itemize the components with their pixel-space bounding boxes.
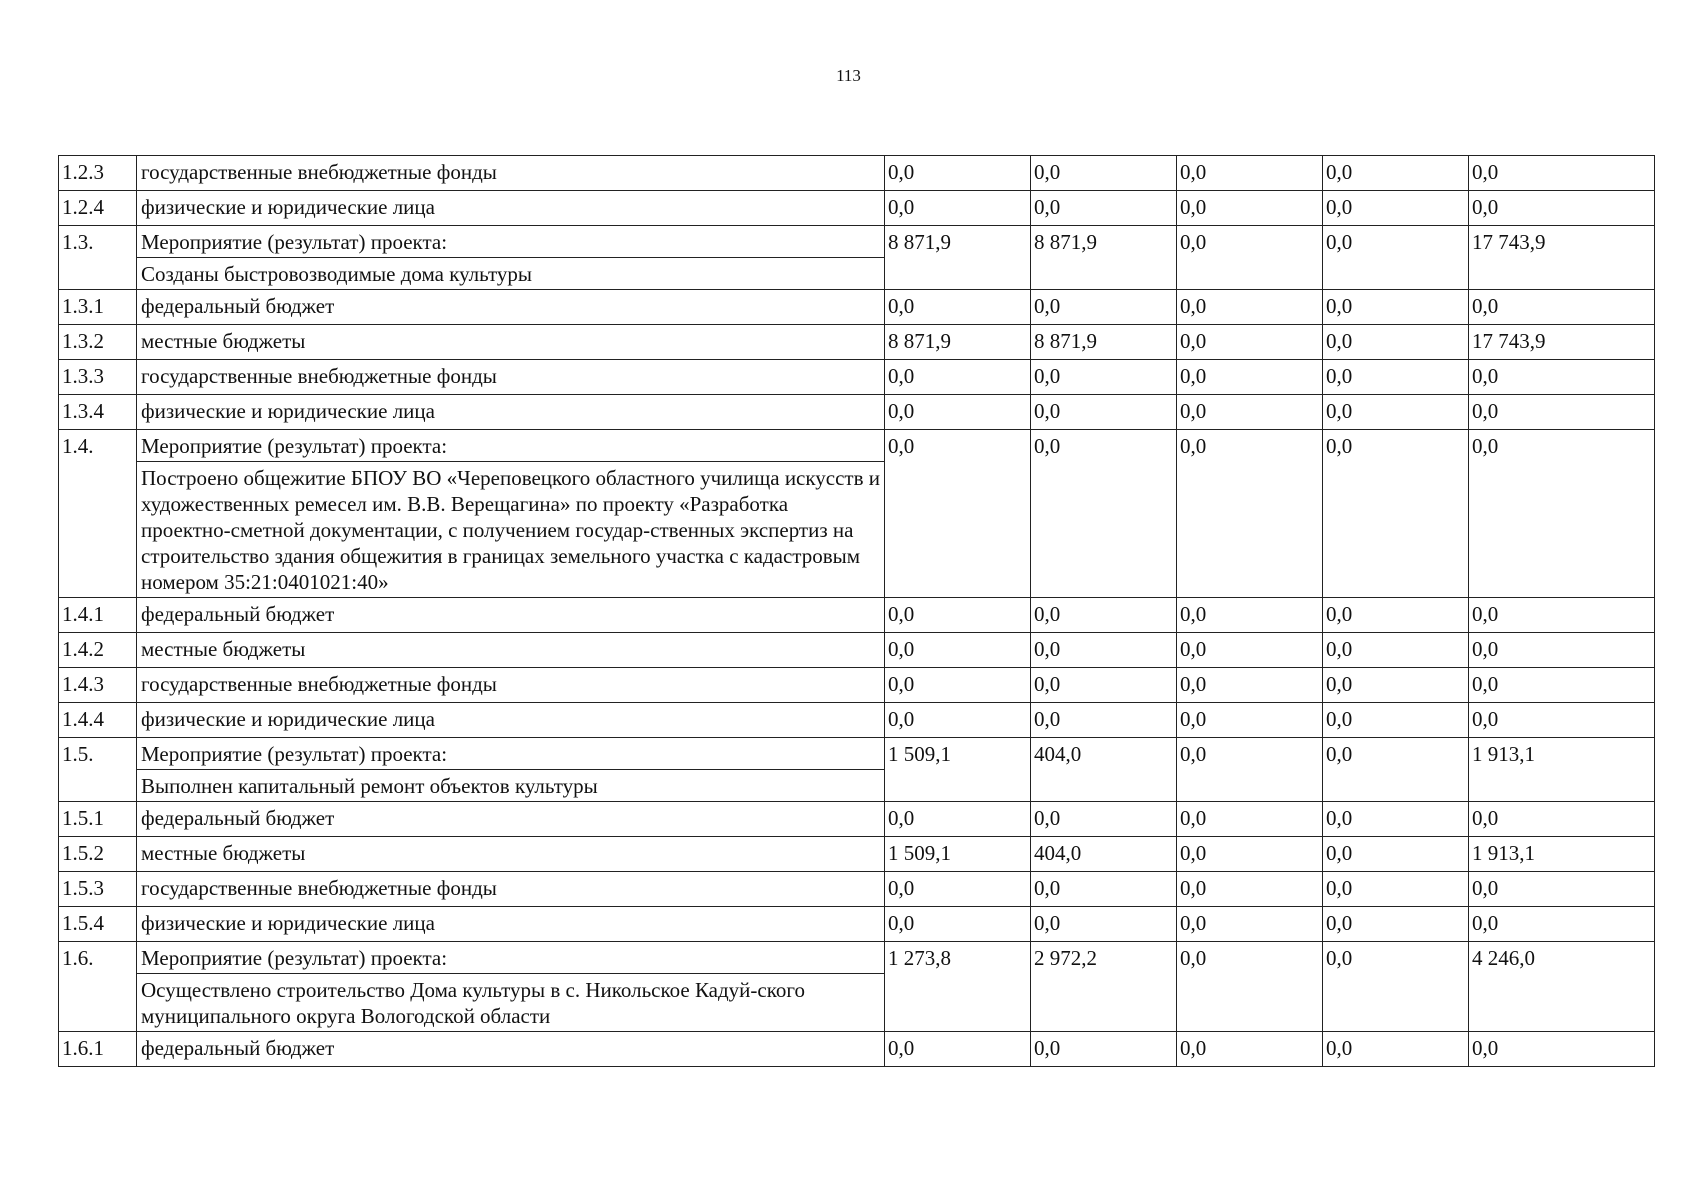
row-name: Мероприятие (результат) проекта: [137, 226, 885, 258]
row-result-description: Выполнен капитальный ремонт объектов культуры [137, 770, 885, 802]
table-row [59, 837, 1655, 872]
row-code: 1.3.1 [59, 290, 137, 325]
row-value: 0,0 [1323, 633, 1469, 668]
row-code: 1.2.4 [59, 191, 137, 226]
row-name: государственные внебюджетные фонды [137, 668, 885, 703]
row-value: 0,0 [1469, 633, 1655, 668]
row-value: 0,0 [1469, 395, 1655, 430]
row-code: 1.5. [59, 738, 137, 802]
row-value: 0,0 [885, 872, 1031, 907]
table-row [59, 325, 1655, 360]
row-value: 0,0 [885, 668, 1031, 703]
row-value: 4 246,0 [1469, 942, 1655, 1032]
row-value: 0,0 [1323, 226, 1469, 290]
row-value: 0,0 [885, 156, 1031, 191]
row-code: 1.4.4 [59, 703, 137, 738]
row-result-description: Осуществлено строительство Дома культуры в с. Никольское Кадуй-ского муниципального округа Вологодской области [137, 974, 885, 1032]
row-name: физические и юридические лица [137, 395, 885, 430]
row-value: 0,0 [1469, 191, 1655, 226]
row-value: 17 743,9 [1469, 325, 1655, 360]
row-name: физические и юридические лица [137, 703, 885, 738]
row-value: 404,0 [1031, 738, 1177, 802]
row-value: 0,0 [1177, 872, 1323, 907]
row-name: государственные внебюджетные фонды [137, 156, 885, 191]
row-value: 0,0 [1031, 290, 1177, 325]
row-value: 0,0 [1323, 395, 1469, 430]
row-value: 8 871,9 [885, 325, 1031, 360]
row-value: 0,0 [1323, 360, 1469, 395]
row-code: 1.6.1 [59, 1032, 137, 1067]
table-row [59, 738, 1655, 770]
row-value: 17 743,9 [1469, 226, 1655, 290]
row-value: 0,0 [1469, 156, 1655, 191]
row-result-description: Созданы быстровозводимые дома культуры [137, 258, 885, 290]
row-value: 0,0 [1177, 430, 1323, 598]
row-code: 1.5.1 [59, 802, 137, 837]
row-code: 1.4.1 [59, 598, 137, 633]
row-value: 0,0 [1323, 430, 1469, 598]
row-value: 0,0 [885, 703, 1031, 738]
table-row [59, 1032, 1655, 1067]
row-name: Мероприятие (результат) проекта: [137, 430, 885, 462]
row-value: 0,0 [1031, 907, 1177, 942]
row-code: 1.5.3 [59, 872, 137, 907]
row-code: 1.2.3 [59, 156, 137, 191]
table-row [59, 907, 1655, 942]
row-value: 0,0 [1323, 156, 1469, 191]
row-value: 0,0 [1469, 598, 1655, 633]
row-value: 0,0 [1031, 360, 1177, 395]
table-row [59, 802, 1655, 837]
row-name: местные бюджеты [137, 837, 885, 872]
row-value: 0,0 [1177, 156, 1323, 191]
row-value: 0,0 [1177, 290, 1323, 325]
table-row [59, 191, 1655, 226]
table-row [59, 942, 1655, 974]
row-value: 8 871,9 [1031, 226, 1177, 290]
row-value: 0,0 [1031, 191, 1177, 226]
row-code: 1.6. [59, 942, 137, 1032]
row-value: 0,0 [1177, 395, 1323, 430]
row-value: 0,0 [1323, 802, 1469, 837]
table-row [59, 598, 1655, 633]
row-value: 0,0 [1031, 633, 1177, 668]
row-value: 0,0 [1177, 802, 1323, 837]
row-code: 1.5.2 [59, 837, 137, 872]
row-value: 0,0 [885, 907, 1031, 942]
row-value: 0,0 [1031, 156, 1177, 191]
row-code: 1.4.2 [59, 633, 137, 668]
row-value: 2 972,2 [1031, 942, 1177, 1032]
row-value: 0,0 [1323, 907, 1469, 942]
row-name: Мероприятие (результат) проекта: [137, 942, 885, 974]
table-row [59, 633, 1655, 668]
row-value: 0,0 [1031, 430, 1177, 598]
row-value: 0,0 [1177, 325, 1323, 360]
row-value: 0,0 [885, 430, 1031, 598]
row-value: 0,0 [1031, 802, 1177, 837]
row-value: 1 913,1 [1469, 738, 1655, 802]
row-value: 0,0 [1323, 1032, 1469, 1067]
row-value: 0,0 [1177, 738, 1323, 802]
row-name: местные бюджеты [137, 633, 885, 668]
row-value: 0,0 [1323, 942, 1469, 1032]
row-value: 0,0 [1031, 1032, 1177, 1067]
row-value: 1 509,1 [885, 738, 1031, 802]
row-value: 0,0 [1177, 1032, 1323, 1067]
row-name: федеральный бюджет [137, 802, 885, 837]
row-value: 0,0 [1469, 360, 1655, 395]
row-value: 1 509,1 [885, 837, 1031, 872]
row-value: 0,0 [1177, 191, 1323, 226]
row-value: 0,0 [1177, 226, 1323, 290]
row-name: государственные внебюджетные фонды [137, 360, 885, 395]
row-value: 0,0 [1469, 872, 1655, 907]
row-value: 0,0 [885, 360, 1031, 395]
row-code: 1.5.4 [59, 907, 137, 942]
row-code: 1.3.3 [59, 360, 137, 395]
row-value: 0,0 [1469, 907, 1655, 942]
row-value: 0,0 [1177, 668, 1323, 703]
table-row [59, 430, 1655, 462]
row-value: 0,0 [1177, 633, 1323, 668]
row-code: 1.4.3 [59, 668, 137, 703]
row-value: 0,0 [1323, 290, 1469, 325]
row-code: 1.3.2 [59, 325, 137, 360]
row-name: государственные внебюджетные фонды [137, 872, 885, 907]
row-value: 0,0 [885, 633, 1031, 668]
row-value: 8 871,9 [885, 226, 1031, 290]
table-row [59, 156, 1655, 191]
row-value: 0,0 [1031, 395, 1177, 430]
row-value: 0,0 [1469, 430, 1655, 598]
row-value: 0,0 [1469, 1032, 1655, 1067]
row-value: 0,0 [1177, 598, 1323, 633]
row-code: 1.3.4 [59, 395, 137, 430]
row-value: 0,0 [1469, 802, 1655, 837]
row-value: 0,0 [885, 598, 1031, 633]
row-value: 0,0 [1323, 837, 1469, 872]
row-value: 404,0 [1031, 837, 1177, 872]
row-value: 8 871,9 [1031, 325, 1177, 360]
row-value: 0,0 [1177, 703, 1323, 738]
row-value: 0,0 [1031, 668, 1177, 703]
row-value: 0,0 [1323, 872, 1469, 907]
table-row [59, 290, 1655, 325]
row-value: 0,0 [1031, 872, 1177, 907]
row-value: 0,0 [885, 191, 1031, 226]
row-value: 0,0 [885, 1032, 1031, 1067]
row-value: 0,0 [1469, 703, 1655, 738]
row-value: 0,0 [885, 802, 1031, 837]
table-row [59, 226, 1655, 258]
row-name: местные бюджеты [137, 325, 885, 360]
table-body [59, 156, 1655, 1067]
row-value: 0,0 [1469, 668, 1655, 703]
row-name: Мероприятие (результат) проекта: [137, 738, 885, 770]
row-value: 0,0 [1177, 942, 1323, 1032]
table-row [59, 668, 1655, 703]
row-value: 0,0 [1323, 703, 1469, 738]
row-code: 1.4. [59, 430, 137, 598]
row-name: федеральный бюджет [137, 598, 885, 633]
row-value: 1 913,1 [1469, 837, 1655, 872]
row-name: федеральный бюджет [137, 290, 885, 325]
page-number: 113 [836, 66, 861, 85]
row-value: 0,0 [1177, 837, 1323, 872]
row-result-description: Построено общежитие БПОУ ВО «Череповецкого областного училища искусств и художественных ремесел им. В.В. Верещагина» по проекту «Разработка проектно-сметной документации, с получением государ-ственных экспертиз на строительство здания общежития в границах земельного участка с кадастровым номером 35:21:0401021:40» [137, 462, 885, 598]
row-value: 0,0 [1323, 738, 1469, 802]
row-value: 0,0 [1031, 598, 1177, 633]
row-value: 0,0 [1323, 325, 1469, 360]
row-code: 1.3. [59, 226, 137, 290]
row-value: 0,0 [1177, 907, 1323, 942]
row-value: 0,0 [1469, 290, 1655, 325]
table-row [59, 872, 1655, 907]
row-value: 0,0 [885, 395, 1031, 430]
row-value: 0,0 [1323, 668, 1469, 703]
row-value: 0,0 [1177, 360, 1323, 395]
row-name: физические и юридические лица [137, 191, 885, 226]
row-value: 0,0 [1323, 598, 1469, 633]
table-row [59, 703, 1655, 738]
row-value: 0,0 [885, 290, 1031, 325]
table-row [59, 360, 1655, 395]
row-value: 1 273,8 [885, 942, 1031, 1032]
row-name: физические и юридические лица [137, 907, 885, 942]
row-name: федеральный бюджет [137, 1032, 885, 1067]
row-value: 0,0 [1031, 703, 1177, 738]
table-row [59, 395, 1655, 430]
budget-table [58, 155, 1655, 1067]
row-value: 0,0 [1323, 191, 1469, 226]
